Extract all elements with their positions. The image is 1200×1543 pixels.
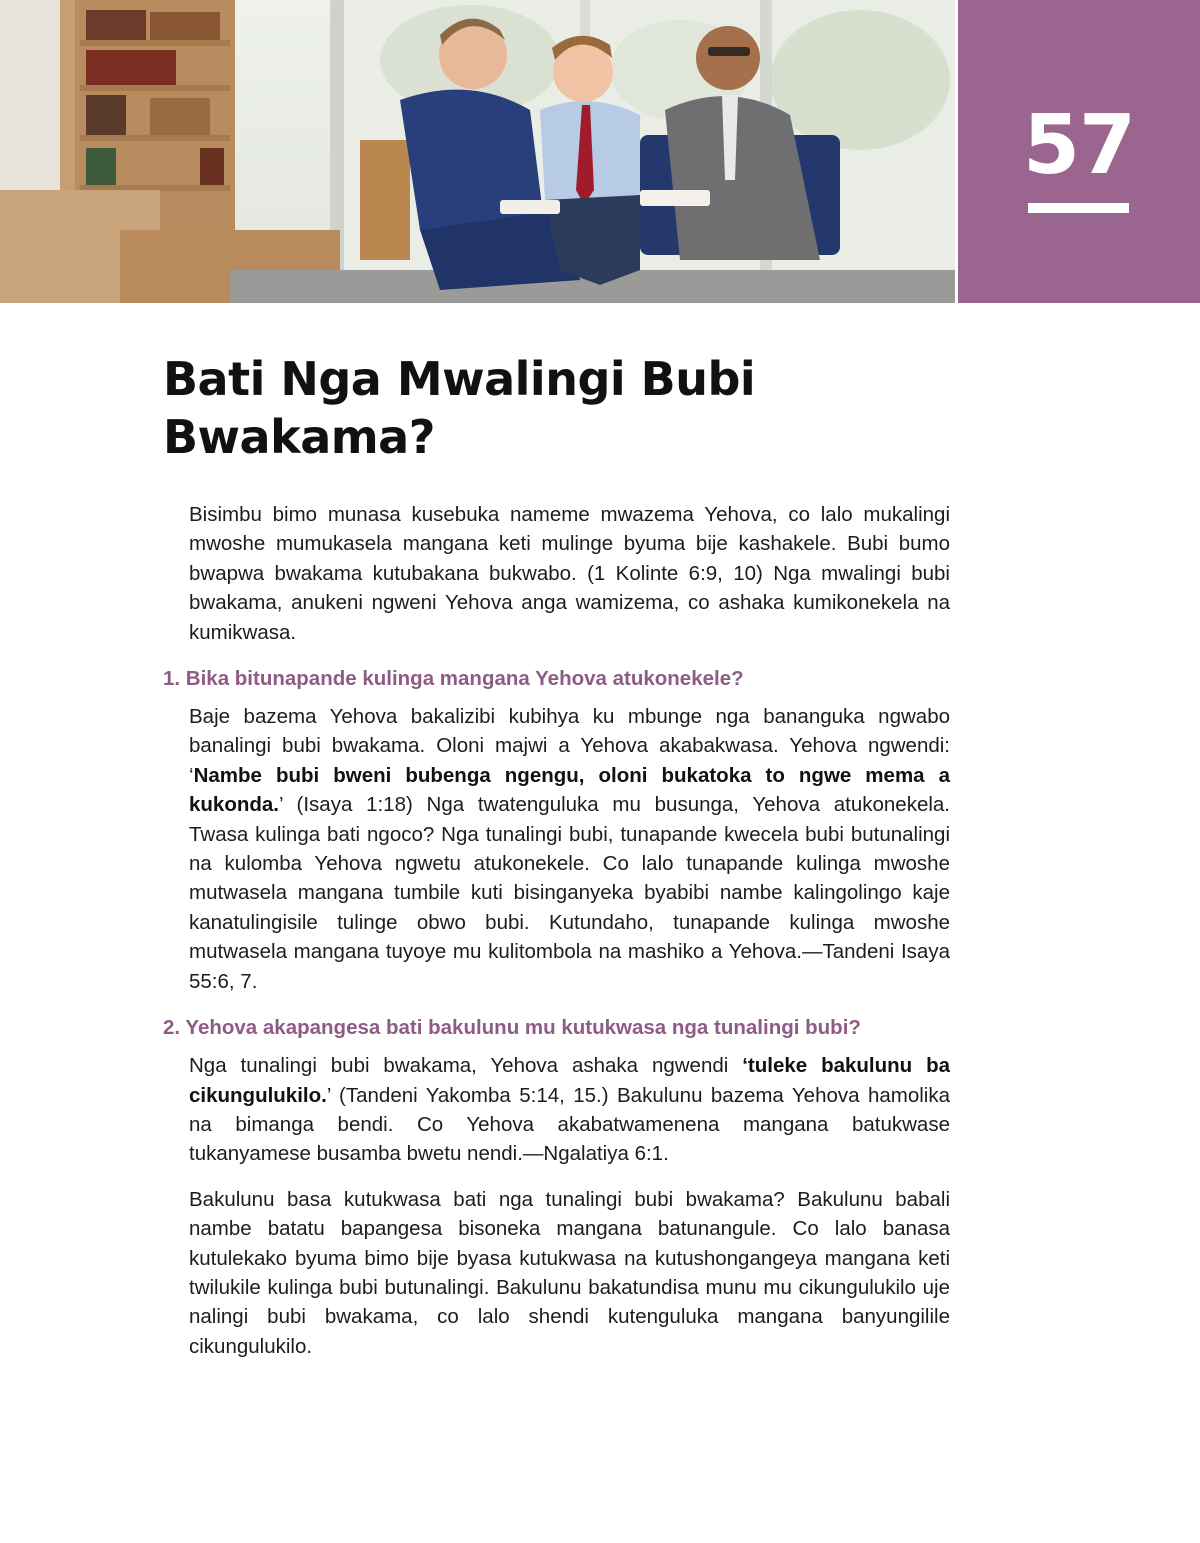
lesson-number-block (958, 0, 1200, 303)
question-heading-1: 1. Bika bitunapande kulinga mangana Yehova atukonekele? (163, 667, 744, 691)
paragraph-text: Baje bazema Yehova bakalizibi kubihya ku mbunge nga bananguka ngwabo banalingi bubi bwakama. Oloni majwi a Yehova akabakwasa. Yehova ngwendi: ‘ (189, 705, 950, 787)
header-photo (0, 0, 955, 303)
paragraph-text: Bakulunu basa kutukwasa bati nga tunalingi bubi bwakama? Bakulunu babali nambe batatu bapangesa bisoneka mangana batunangule. Co lalo banasa kutulekako byuma bimo bije byasa kutukwasa na kutushongangeya mangana keti twilukile kulinga bubi butunalingi. Bakulunu bakatundisa munu mu cikungulukilo uje nalingi bubi bwakama, co lalo shendi kutenguluka mangana banyungilile cikungulukilo. (189, 1187, 950, 1358)
lesson-number-underline (1028, 203, 1129, 213)
section-2-paragraph-2 (189, 1185, 950, 1361)
bold-scripture-quote: ‘tuleke bakulunu ba cikungulukilo. (189, 1054, 950, 1107)
section-1-paragraph (189, 702, 950, 996)
photo-illustration (0, 0, 955, 303)
paragraph-text: Nga tunalingi bubi bwakama, Yehova ashaka ngwendi (189, 1054, 743, 1078)
section-2-paragraph-1 (189, 1051, 950, 1169)
paragraph-text: ’ (Tandeni Yakomba 5:14, 15.) Bakulunu bazema Yehova hamolika na bimanga bendi. Co Yehova akabatwamenena mangana batukwase tukanyamese busamba bwetu nendi.—Ngalatiya 6:1. (189, 1083, 950, 1166)
paragraph-text: ’ (Isaya 1:18) Nga twatenguluka mu busunga, Yehova atukonekela. Twasa kulinga bati ngoco? Nga tunalingi bubi, tunapande kwecela bubi butunalingi na kulomba Yehova ngwetu atukonekele. Co lalo tunapande kulinga mwoshe mutwasela mangana tumbile kuti bisinganyeka byabibi nambe kalingolingo kaje kanatulingisile tulinge obwo bubi. Kutundaho, tunapande kulinga mwoshe mutwasela mangana tuyoye mu kulitombola na mashiko a Yehova.—Tandeni Isaya 55:6, 7. (189, 793, 950, 993)
lesson-number: 57 (1022, 98, 1136, 193)
question-heading-2: 2. Yehova akapangesa bati bakulunu mu kutukwasa nga tunalingi bubi? (163, 1016, 861, 1040)
intro-paragraph: Bisimbu bimo munasa kusebuka nameme mwazema Yehova, co lalo mukalingi mwoshe mumukasela mangana keti mulinge byuma bije kashakele. Bubi bumo bwapwa bwakama kutubakana bukwabo. (1 Kolinte 6:9, 10) Nga mwalingi bubi bwakama, anukeni ngweni Yehova anga wamizema, co ashaka kumikonekela na kumikwasa. (189, 503, 950, 644)
bold-scripture-quote: Nambe bubi bweni bubenga ngengu, oloni bukatoka to ngwe mema a kukonda. (189, 763, 950, 817)
page-title: Bati Nga Mwalingi Bubi Bwakama? (163, 352, 756, 464)
lesson-content (163, 500, 950, 1377)
